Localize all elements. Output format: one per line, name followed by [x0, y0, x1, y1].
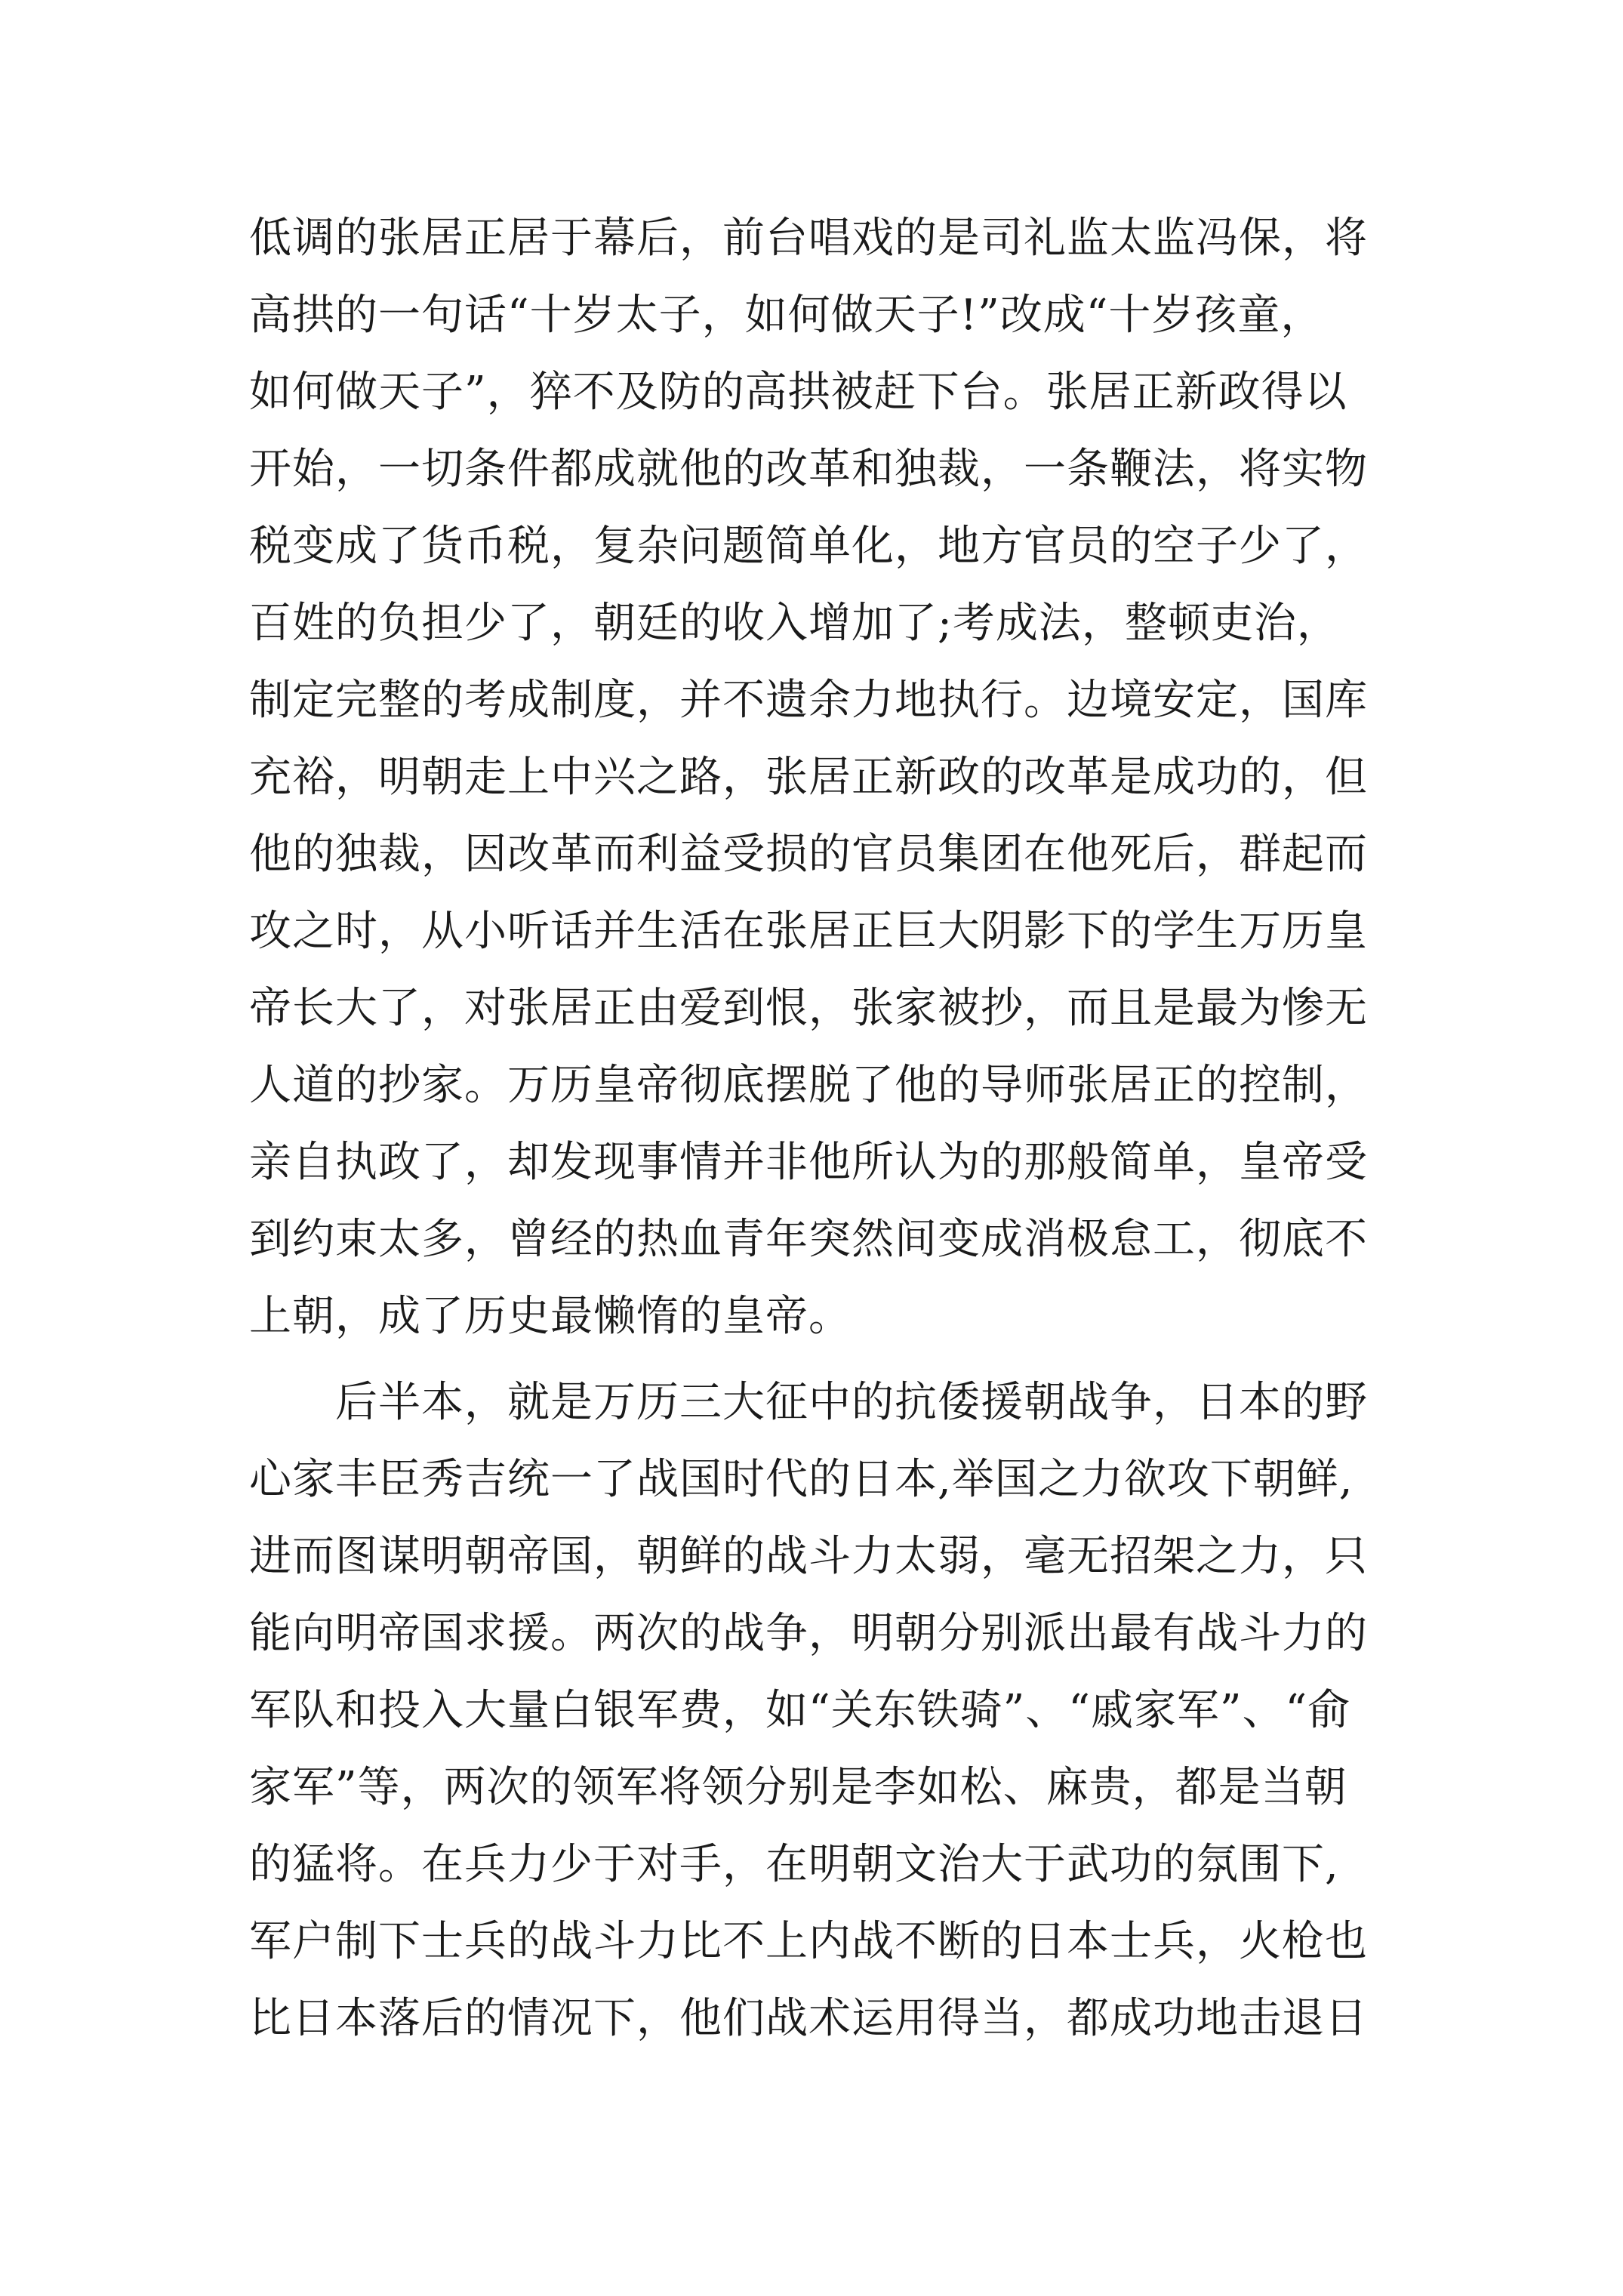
text-line: 制定完整的考成制度，并不遗余力地执行。边境安定，国库	[249, 676, 1368, 725]
text-line: 比日本落后的情况下，他们战术运用得当，都成功地击退日	[249, 1994, 1368, 2043]
text-line: 上朝，成了历史最懒惰的皇帝。	[249, 1292, 852, 1341]
text-line: 家军”等，两次的领军将领分别是李如松、麻贵，都是当朝	[249, 1763, 1347, 1812]
text-line: 进而图谋明朝帝国，朝鲜的战斗力太弱，毫无招架之力，只	[249, 1532, 1368, 1581]
text-line: 心家丰臣秀吉统一了战国时代的日本,举国之力欲攻下朝鲜,	[249, 1455, 1354, 1504]
text-line: 如何做天子”，猝不及防的高拱被赶下台。张居正新政得以	[249, 368, 1347, 417]
text-line: 能向明帝国求援。两次的战争，明朝分别派出最有战斗力的	[249, 1609, 1368, 1658]
text-line: 百姓的负担少了，朝廷的收入增加了;考成法，整顿吏治，	[249, 599, 1340, 648]
text-line: 攻之时，从小听话并生活在张居正巨大阴影下的学生万历皇	[249, 907, 1368, 956]
text-line: 高拱的一句话“十岁太子，如何做天子!”改成“十岁孩童，	[249, 291, 1324, 340]
text-line: 亲自执政了，却发现事情并非他所认为的那般简单，皇帝受	[249, 1138, 1368, 1187]
text-line: 军户制下士兵的战斗力比不上内战不断的日本士兵，火枪也	[249, 1917, 1368, 1966]
text-line: 开始，一切条件都成就他的改革和独裁，一条鞭法，将实物	[249, 445, 1368, 494]
text-line: 帝长大了，对张居正由爱到恨，张家被抄，而且是最为惨无	[249, 984, 1368, 1033]
text-line: 后半本，就是万历三大征中的抗倭援朝战争，日本的野	[249, 1378, 1368, 1427]
text-line: 的猛将。在兵力少于对手，在明朝文治大于武功的氛围下,	[249, 1840, 1339, 1889]
text-line: 充裕，明朝走上中兴之路，张居正新政的改革是成功的，但	[249, 753, 1368, 802]
text-line: 低调的张居正居于幕后，前台唱戏的是司礼监太监冯保，将	[249, 214, 1368, 263]
text-line: 人道的抄家。万历皇帝彻底摆脱了他的导师张居正的控制，	[249, 1061, 1368, 1110]
text-line: 军队和投入大量白银军费，如“关东铁骑”、“戚家军”、“俞	[249, 1686, 1351, 1735]
text-line: 他的独裁，因改革而利益受损的官员集团在他死后，群起而	[249, 830, 1368, 879]
text-line: 税变成了货币税，复杂问题简单化，地方官员的空子少了，	[249, 522, 1368, 571]
text-line: 到约束太多，曾经的热血青年突然间变成消极怠工，彻底不	[249, 1215, 1368, 1264]
body-text	[249, 200, 1404, 2057]
